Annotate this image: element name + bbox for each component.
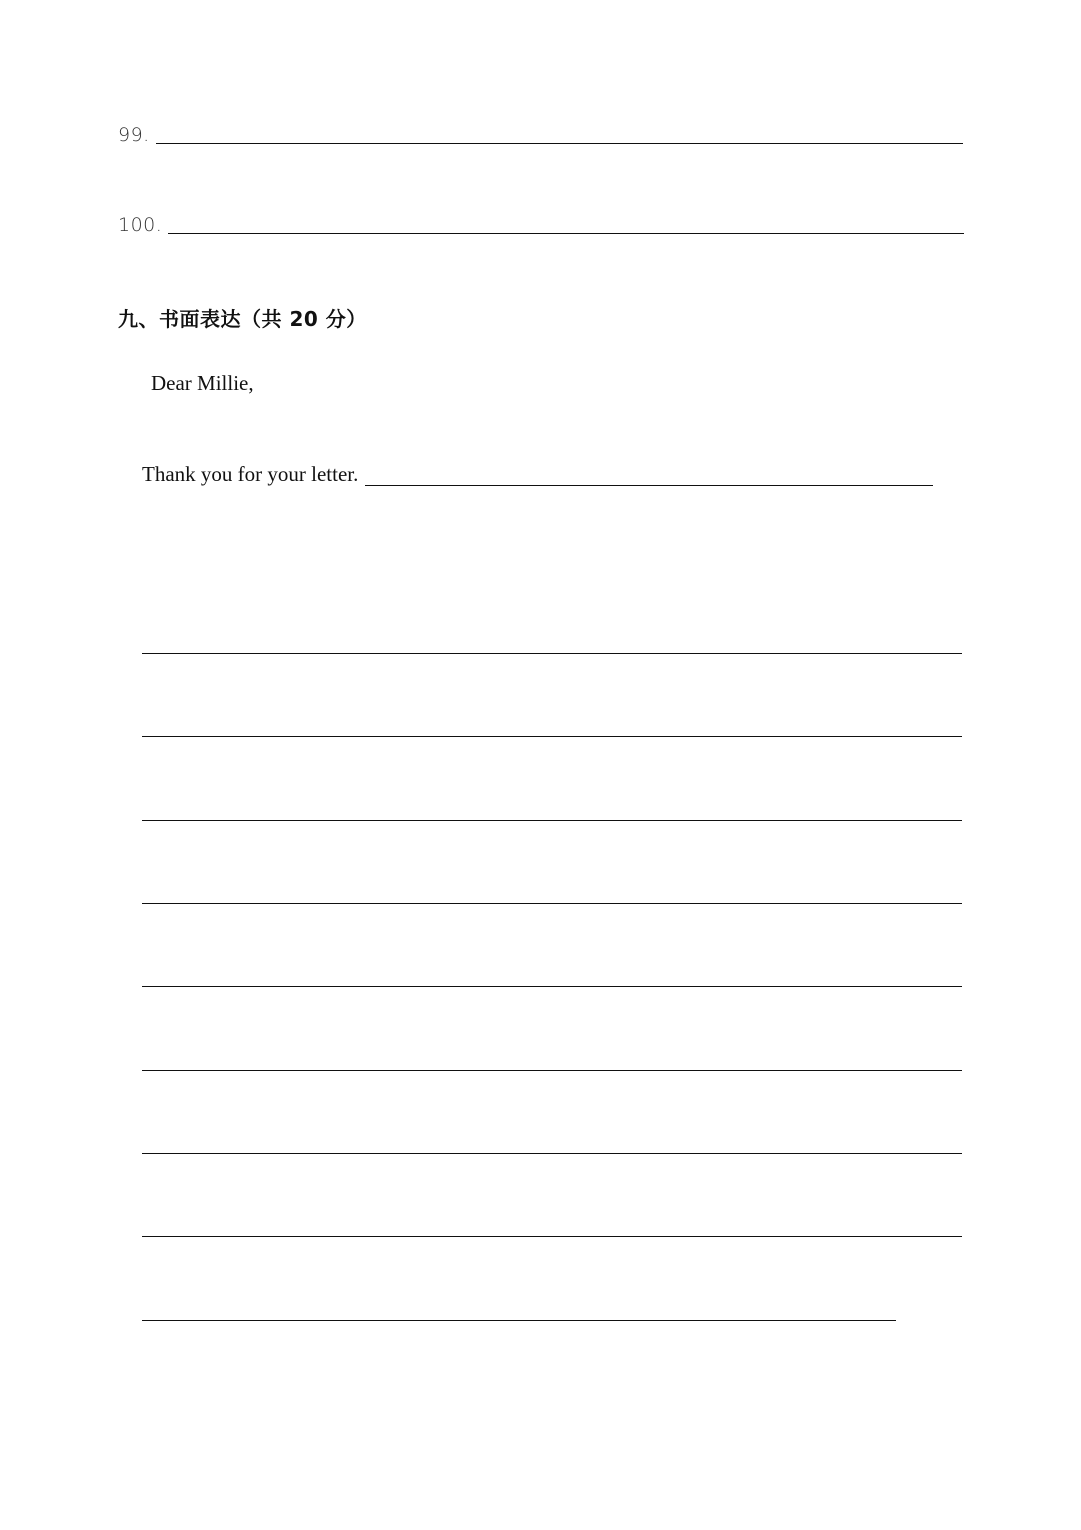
letter-opening-row <box>142 462 933 487</box>
answer-blank-line[interactable] <box>156 143 963 144</box>
writing-line[interactable] <box>142 1320 896 1321</box>
writing-line[interactable] <box>142 903 962 904</box>
writing-line[interactable] <box>142 1236 962 1237</box>
writing-line[interactable] <box>142 653 962 654</box>
answer-row-99 <box>118 124 963 146</box>
writing-line[interactable] <box>142 986 962 987</box>
writing-blank-line[interactable] <box>365 485 933 486</box>
writing-line[interactable] <box>142 820 962 821</box>
answer-row-100 <box>118 214 964 236</box>
question-number: 100. <box>118 214 163 236</box>
answer-blank-line[interactable] <box>168 233 964 234</box>
letter-salutation: Dear Millie, <box>151 371 254 395</box>
writing-line[interactable] <box>142 1153 962 1154</box>
section-title: 九、书面表达（共 20 分） <box>118 307 367 331</box>
writing-line[interactable] <box>142 1070 962 1071</box>
question-number: 99. <box>118 124 150 146</box>
letter-opening: Thank you for your letter. <box>142 462 359 486</box>
writing-line[interactable] <box>142 736 962 737</box>
